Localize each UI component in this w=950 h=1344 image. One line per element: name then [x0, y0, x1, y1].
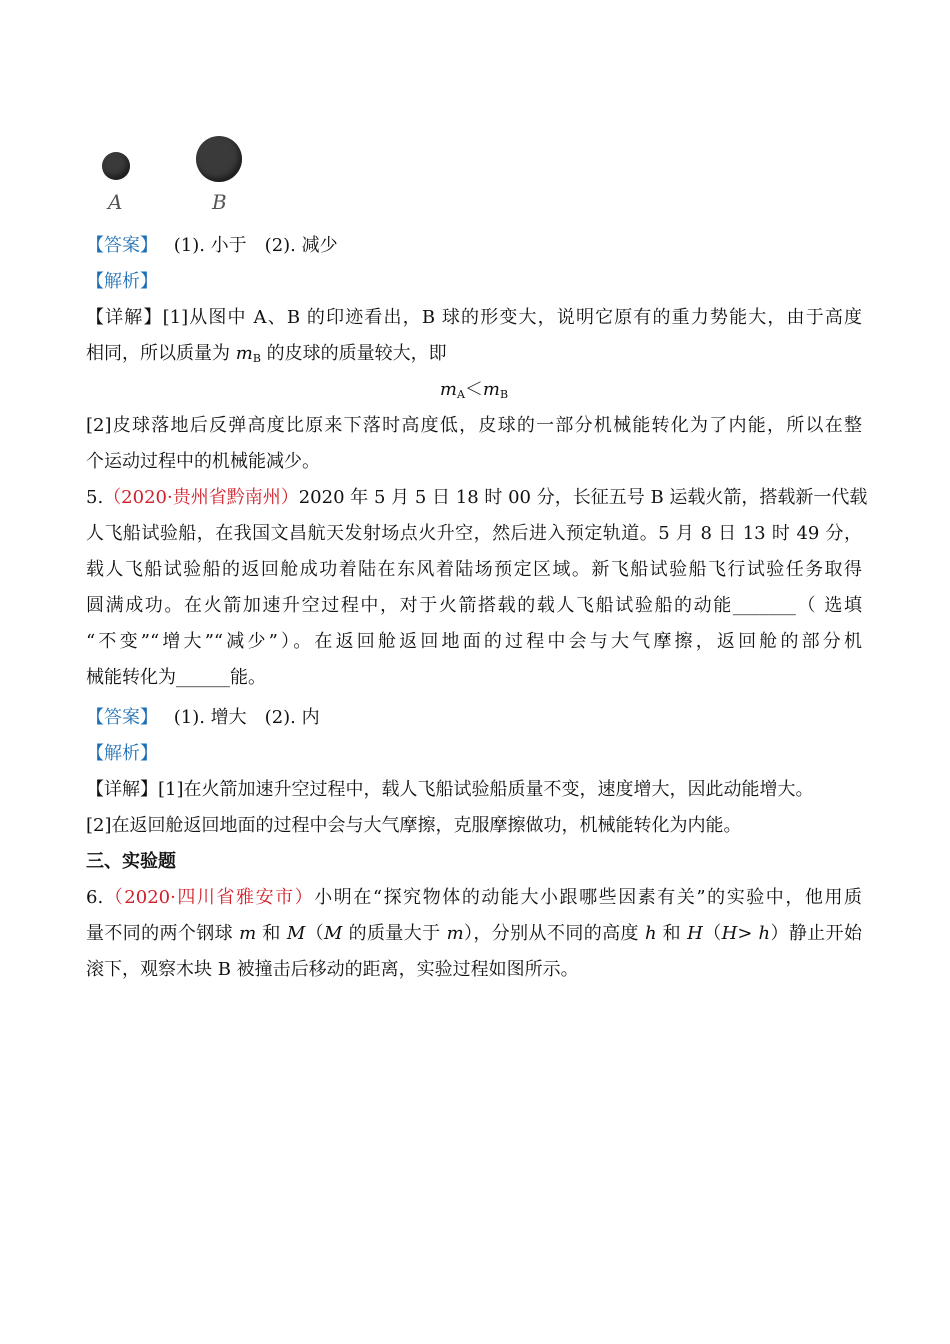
question-text: 和: [656, 923, 688, 944]
q5-stem-line: [86, 630, 862, 654]
q5-stem-line: [86, 558, 862, 582]
q5-stem-line: [86, 486, 868, 510]
q4-detail-line: [86, 306, 862, 330]
q6-stem-line: [86, 886, 862, 910]
analysis-tag: 【解析】: [86, 271, 158, 292]
q6-stem-line: [86, 922, 862, 946]
question-number: 6.: [86, 887, 104, 908]
q5-analysis: [86, 742, 862, 766]
q5-answer: [86, 706, 862, 730]
question-text: 量不同的两个钢球: [86, 923, 240, 944]
q4-analysis: [86, 270, 862, 294]
detail-text: [1]在火箭加速升空过程中，载人飞船试验船质量不变，速度增大，因此动能增大。: [158, 779, 814, 800]
question-source: （2020·贵州省黔南州）: [103, 487, 299, 508]
detail-text: 相同，所以质量为: [86, 343, 236, 364]
var-m: m: [482, 379, 500, 400]
subscript: A: [456, 388, 465, 401]
answer-tag: 【答案】: [86, 707, 158, 728]
ball-b-print: [196, 136, 242, 182]
q5-stem-line: [86, 594, 862, 618]
question-source: （2020·四川省雅安市）: [103, 887, 315, 908]
question-text: （: [305, 923, 325, 944]
var-m: m: [439, 379, 457, 400]
q5-detail-line: [86, 814, 862, 838]
var-m: m: [235, 343, 253, 364]
answer-tag: 【答案】: [86, 235, 158, 256]
ball-a-label: A: [108, 190, 123, 214]
question-text: “不变”“增大”“减少”）。在返回舱返回地面的过程中会与大气摩擦，返回舱的部分机: [86, 631, 862, 652]
q5-detail-line: [86, 778, 862, 802]
var-h: h: [644, 923, 657, 944]
detail-text: [1]从图中 A、B 的印迹看出，B 球的形变大，说明它原有的重力势能大，由于高度: [162, 307, 862, 328]
question-number: 5.: [86, 487, 104, 508]
question-text: 的质量大于: [342, 923, 447, 944]
var-m: m: [446, 923, 464, 944]
var-M: M: [286, 923, 306, 944]
detail-text: 的皮球的质量较大，即: [260, 343, 447, 364]
var-H: H: [721, 923, 738, 944]
answer-text: (1). 小于 (2). 减少: [173, 235, 338, 256]
q4-detail-line: [86, 450, 862, 474]
question-text: 滚下，观察木块 B 被撞击后移动的距离，实验过程如图所示。: [86, 959, 579, 980]
detail-text: 个运动过程中的机械能减少。: [86, 451, 320, 472]
greater-than: >: [737, 923, 759, 944]
question-text: ），分别从不同的高度: [463, 923, 645, 944]
detail-tag: 【详解】: [86, 779, 158, 800]
subscript: B: [252, 352, 261, 365]
var-M: M: [324, 923, 343, 944]
answer-text: (1). 增大 (2). 内: [173, 707, 320, 728]
subscript: B: [500, 388, 509, 401]
var-h: h: [758, 923, 771, 944]
section-title-text: 三、实验题: [86, 851, 176, 872]
question-text: ）静止开始: [770, 923, 862, 944]
question-text: 械能转化为______能。: [86, 667, 266, 688]
question-text: 人飞船试验船，在我国文昌航天发射场点火升空，然后进入预定轨道。5 月 8 日 13 时 49 分，: [86, 523, 862, 544]
question-text: 小明在“探究物体的动能大小跟哪些因素有关”的实验中，他用质: [314, 887, 863, 908]
q4-formula: [86, 378, 862, 407]
q4-detail-line: [86, 414, 862, 438]
question-text: 圆满成功。在火箭加速升空过程中，对于火箭搭载的载人飞船试验船的动能_______（ 选填: [86, 595, 862, 616]
q5-stem-line: [86, 522, 862, 546]
q4-answer: [86, 234, 862, 258]
question-text: （: [702, 923, 722, 944]
section-title: [86, 850, 862, 874]
q5-stem-line: [86, 666, 862, 690]
question-text: 2020 年 5 月 5 日 18 时 00 分，长征五号 B 运载火箭，搭载新一代载: [298, 487, 868, 508]
var-H: H: [687, 923, 703, 944]
question-text: 和: [256, 923, 287, 944]
ball-b-label: B: [212, 190, 227, 214]
balls-figure: [90, 130, 260, 220]
detail-text: [2]皮球落地后反弹高度比原来下落时高度低，皮球的一部分机械能转化为了内能，所以在整: [86, 415, 862, 436]
var-m: m: [239, 923, 257, 944]
detail-tag: 【详解】: [86, 307, 163, 328]
q6-stem-line: [86, 958, 862, 982]
analysis-tag: 【解析】: [86, 743, 158, 764]
detail-text: [2]在返回舱返回地面的过程中会与大气摩擦，克服摩擦做功，机械能转化为内能。: [86, 815, 742, 836]
question-text: 载人飞船试验船的返回舱成功着陆在东风着陆场预定区域。新飞船试验船飞行试验任务取得: [86, 559, 862, 580]
q4-detail-line: [86, 342, 862, 371]
ball-a-print: [102, 152, 130, 180]
less-than: ＜: [464, 379, 483, 400]
